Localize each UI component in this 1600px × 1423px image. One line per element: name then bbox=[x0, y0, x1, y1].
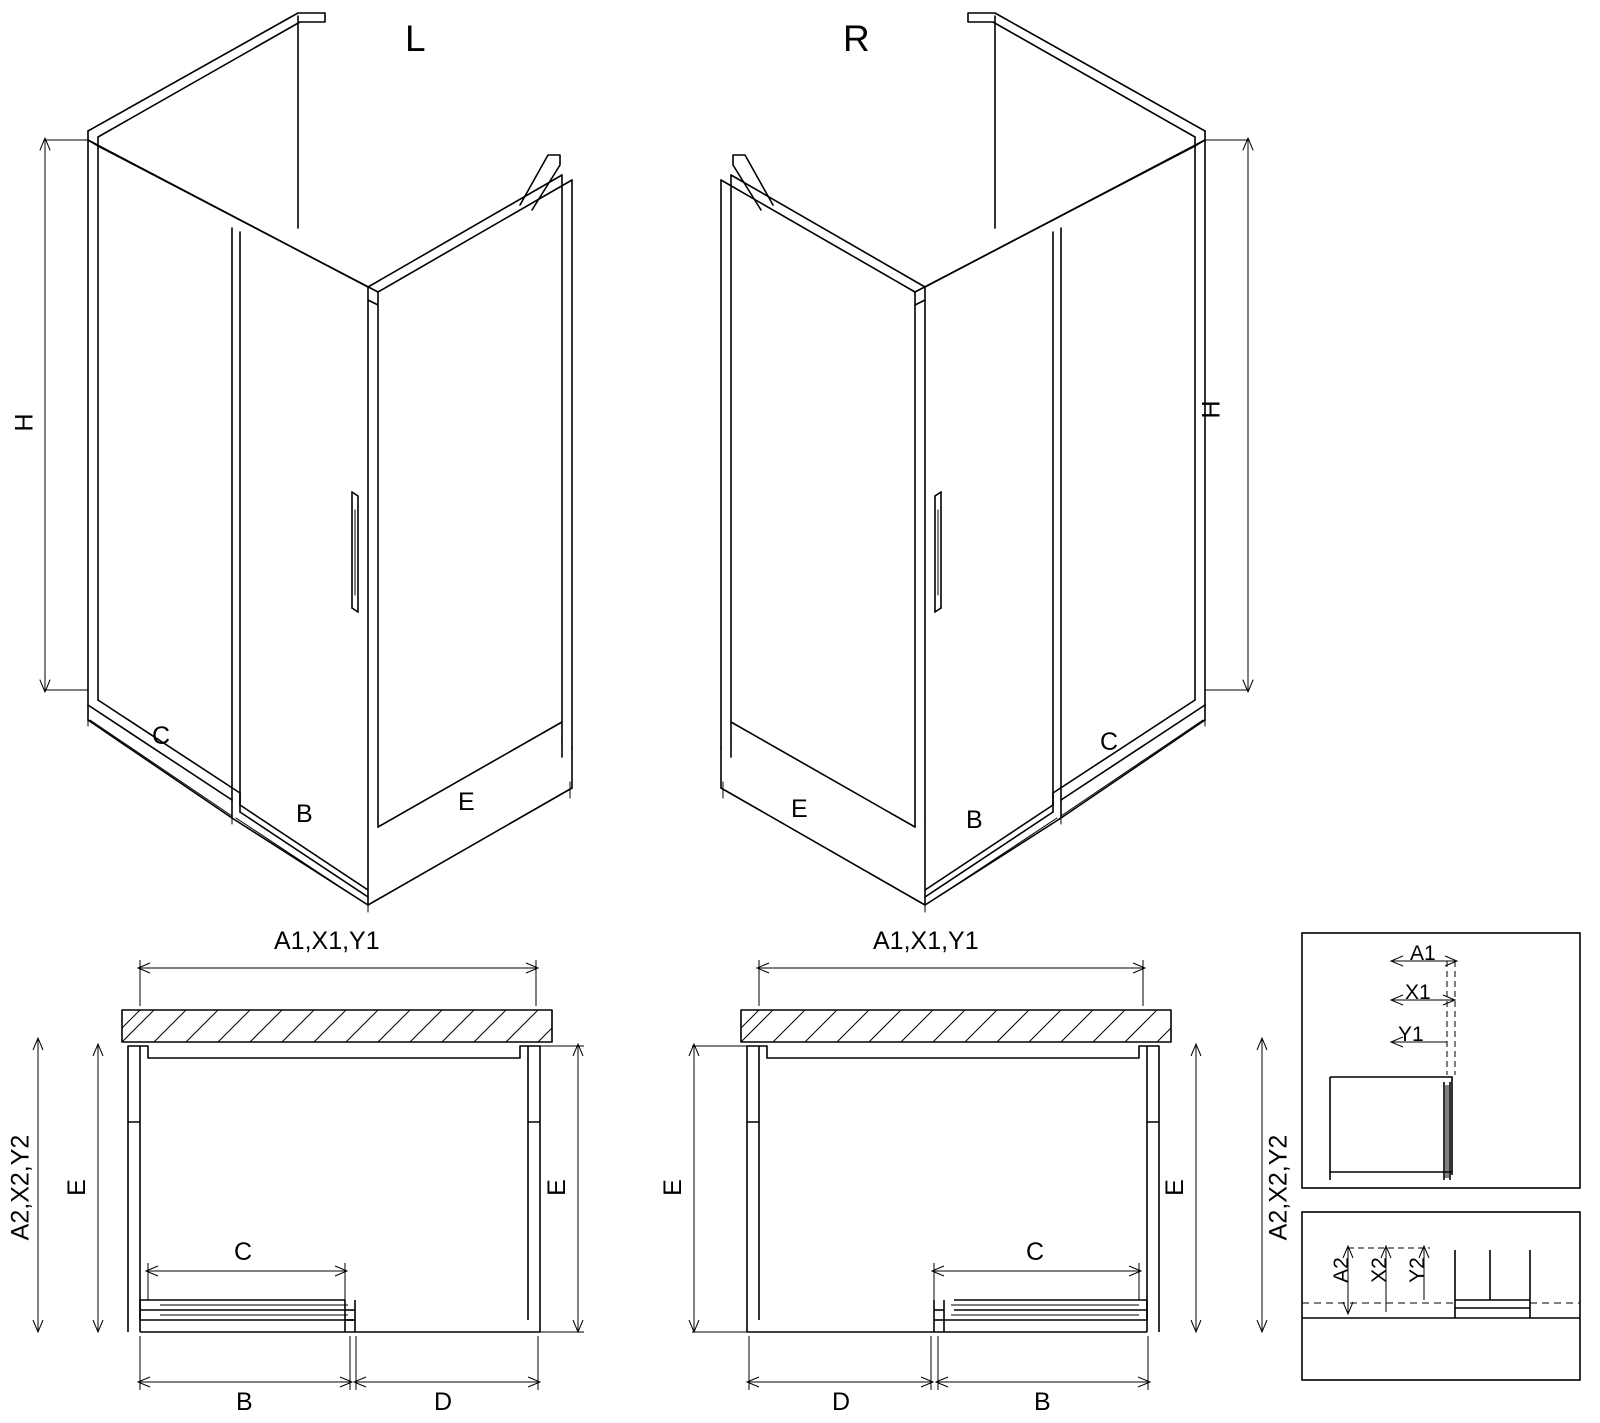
iso-right-dim-b-label: B bbox=[966, 806, 983, 834]
plan-left-dim-top-label: A1,X1,Y1 bbox=[274, 927, 380, 955]
plan-left bbox=[122, 1010, 552, 1332]
iso-left-title: L bbox=[405, 18, 426, 59]
plan-right-dim-inner-right-label: E bbox=[1160, 1179, 1189, 1196]
detail-top-box bbox=[1302, 933, 1580, 1188]
plan-left-dim-b-label: B bbox=[236, 1388, 253, 1416]
iso-right-dim-height-label: H bbox=[1197, 400, 1226, 419]
plan-right-dim-c-label: C bbox=[1026, 1238, 1045, 1266]
plan-right-dim-top-label: A1,X1,Y1 bbox=[873, 927, 979, 955]
plan-left-dims bbox=[33, 960, 584, 1390]
plan-left-dim-d-label: D bbox=[434, 1388, 453, 1416]
plan-right-dim-inner-left-label: E bbox=[658, 1179, 687, 1196]
plan-right-dim-b-label: B bbox=[1034, 1388, 1051, 1416]
plan-right-dims bbox=[689, 960, 1267, 1390]
detail-top-label-y1: Y1 bbox=[1398, 1023, 1424, 1046]
iso-left-dim-H bbox=[40, 138, 88, 692]
iso-left-dim-e-label: E bbox=[458, 788, 475, 816]
plan-left-dim-c-label: C bbox=[234, 1238, 253, 1266]
plan-right-dim-d-label: D bbox=[832, 1388, 851, 1416]
iso-left-dim-b-label: B bbox=[296, 800, 313, 828]
plan-left-dim-inner-right-label: E bbox=[542, 1179, 571, 1196]
iso-right-dim-c-label: C bbox=[1100, 728, 1119, 756]
iso-right-title: R bbox=[843, 18, 870, 59]
detail-top-dims bbox=[1391, 956, 1457, 1075]
iso-right-dim-e-label: E bbox=[791, 795, 808, 823]
plan-right-dim-right-label: A2,X2,Y2 bbox=[1264, 1134, 1293, 1241]
detail-top-label-a1: A1 bbox=[1410, 942, 1436, 965]
detail-bottom-label-x2: X2 bbox=[1367, 1257, 1391, 1283]
iso-left-dim-c-label: C bbox=[152, 722, 171, 750]
plan-left-dim-left-label: A2,X2,Y2 bbox=[6, 1134, 35, 1241]
plan-right bbox=[741, 1010, 1171, 1332]
iso-right bbox=[721, 13, 1205, 905]
detail-bottom-label-a2: A2 bbox=[1329, 1257, 1353, 1283]
detail-top-label-x1: X1 bbox=[1405, 981, 1431, 1004]
detail-bottom-label-y2: Y2 bbox=[1405, 1257, 1429, 1283]
iso-left-dim-height-label: H bbox=[10, 413, 39, 432]
detail-bottom-box bbox=[1302, 1212, 1580, 1380]
plan-left-dim-inner-left-label: E bbox=[62, 1179, 91, 1196]
iso-left bbox=[88, 13, 572, 905]
